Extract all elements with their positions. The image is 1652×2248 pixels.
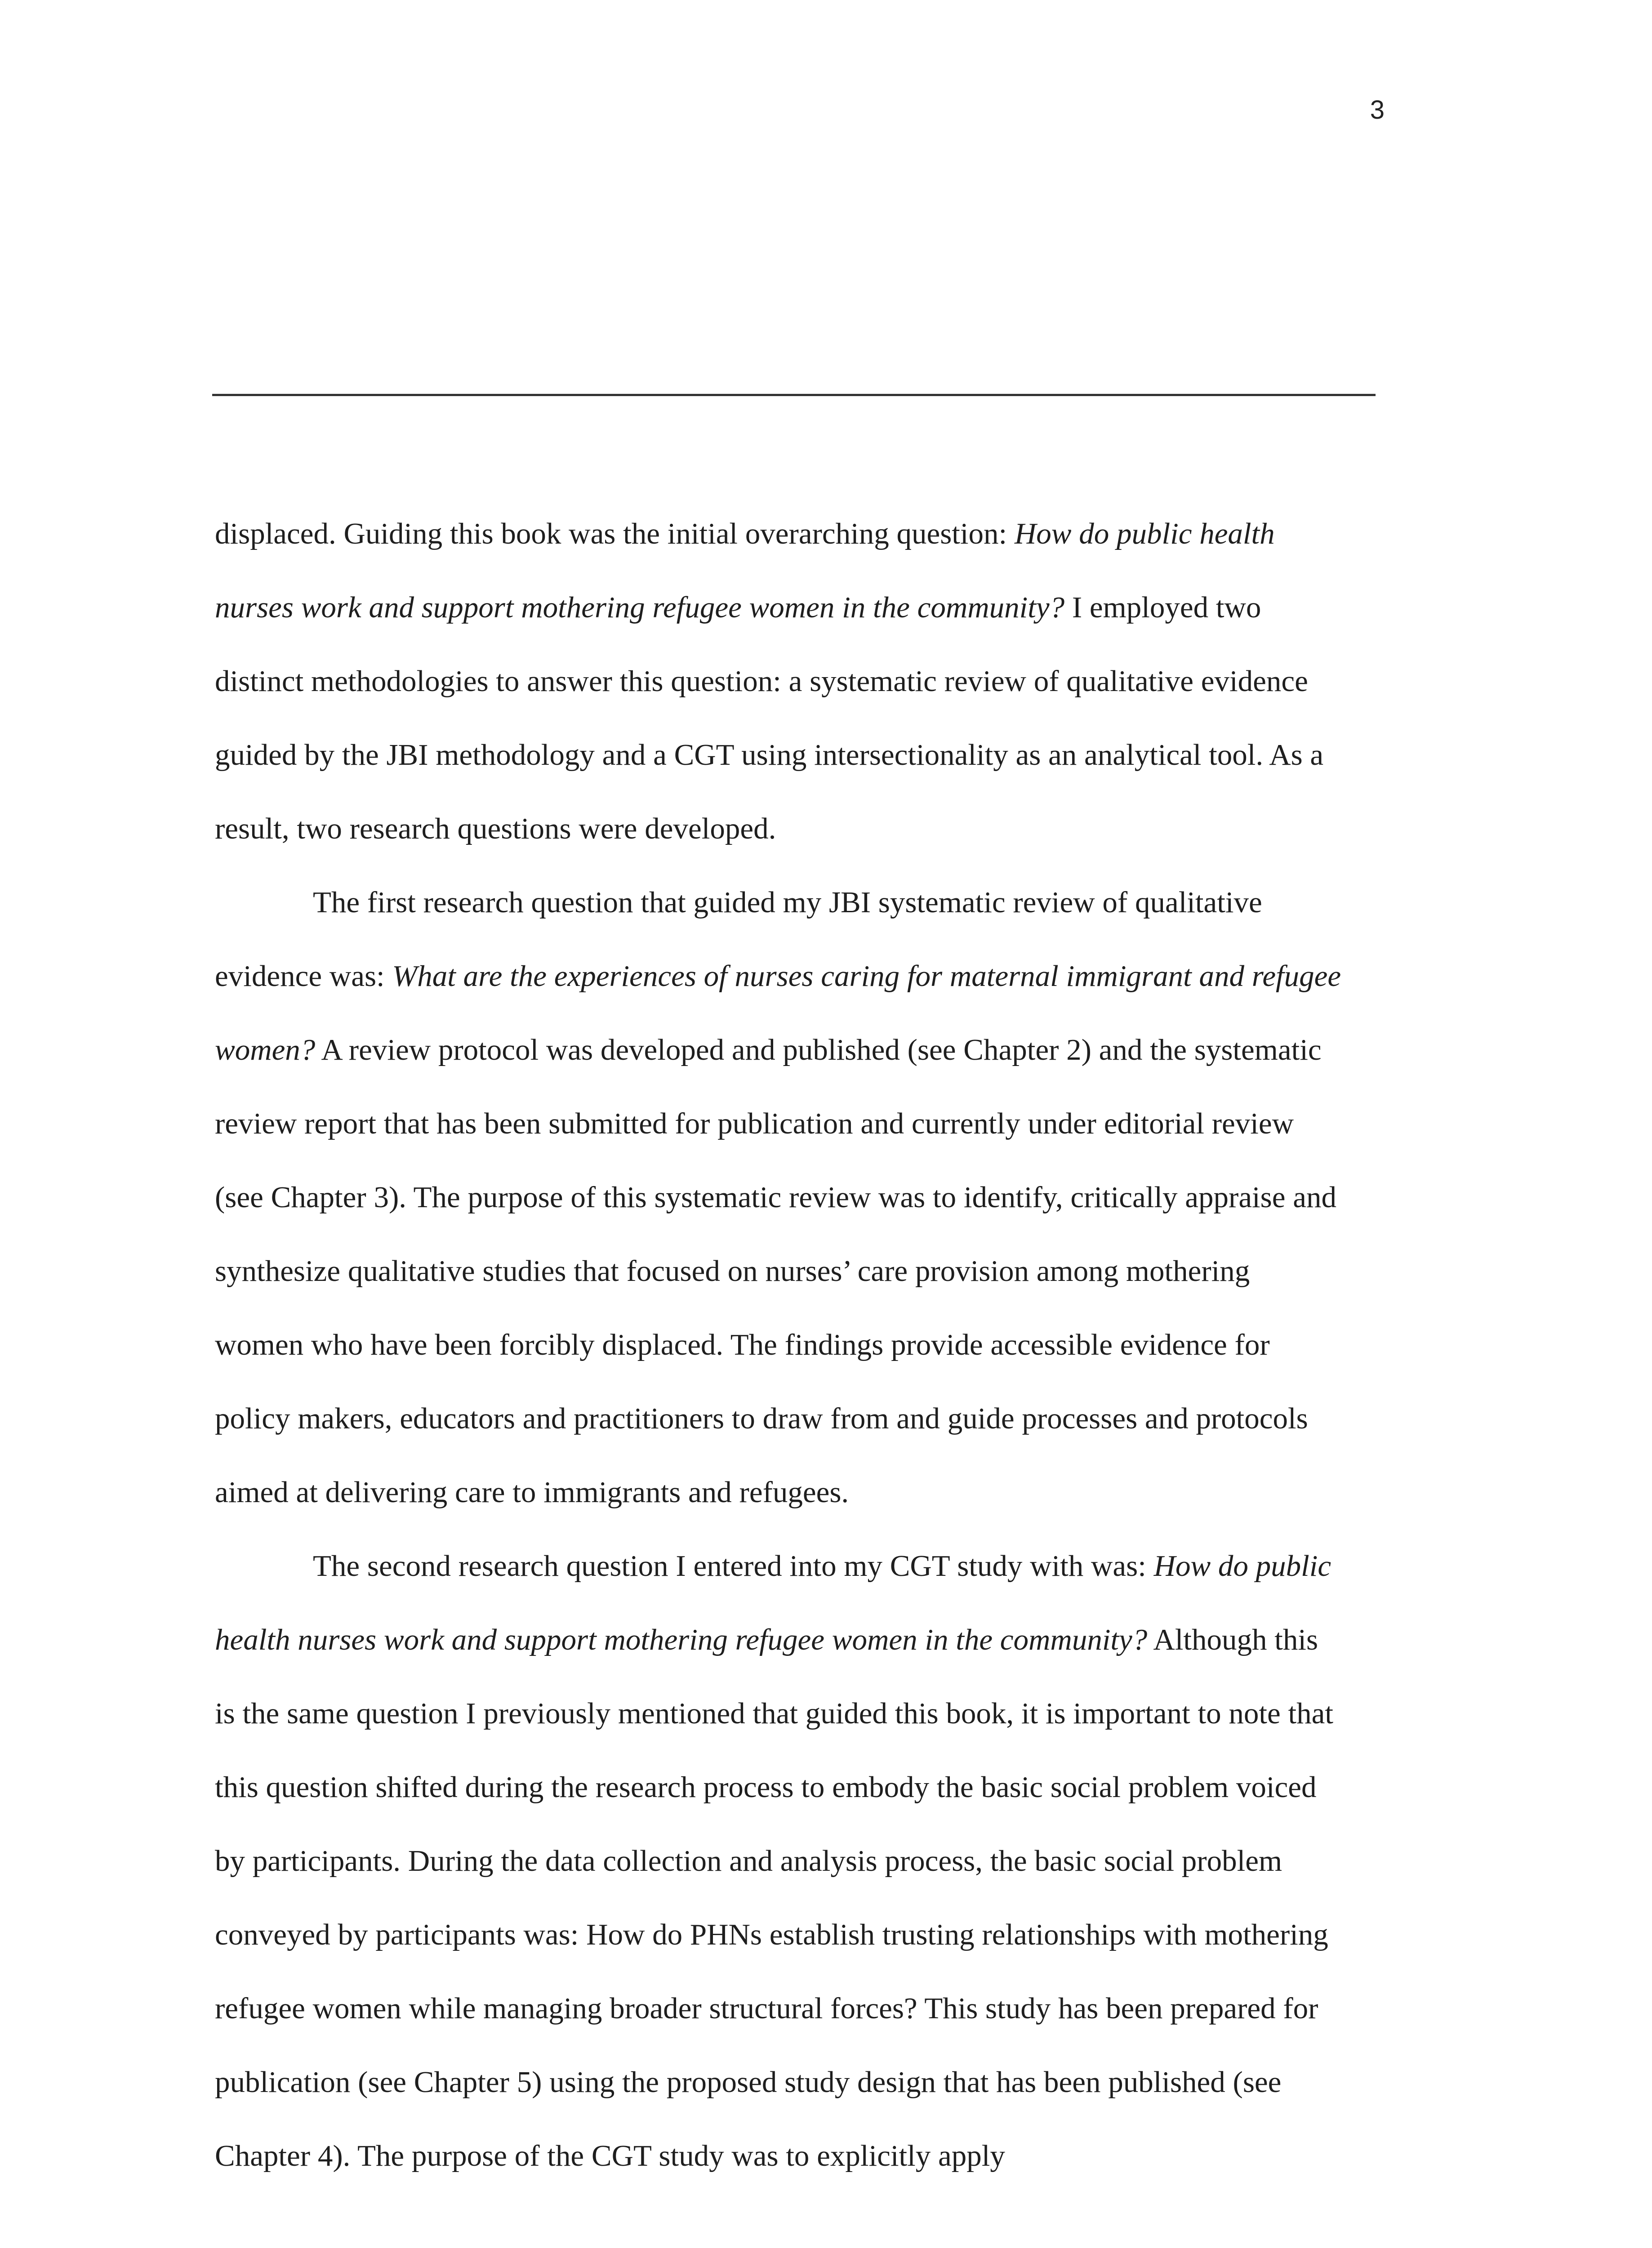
text-line [215, 865, 1429, 939]
text-run: review report that has been submitted for publication and currently under editorial review [215, 1107, 1294, 1140]
text-run: result, two research questions were developed. [215, 812, 776, 845]
text-line [215, 1382, 1429, 1455]
text-line [215, 792, 1429, 865]
text-line [215, 718, 1429, 792]
header-rule [212, 394, 1376, 396]
text-run: synthesize qualitative studies that focused on nurses’ care provision among mothering [215, 1254, 1250, 1288]
text-run: Although this [1147, 1623, 1318, 1656]
italic-text-run: nurses work and support mothering refugee women in the community? [215, 591, 1065, 624]
italic-text-run: How do public [1153, 1549, 1331, 1583]
text-run: publication (see Chapter 5) using the proposed study design that has been published (see [215, 2065, 1282, 2099]
text-run: displaced. Guiding this book was the initial overarching question: [215, 517, 1015, 550]
text-run: women who have been forcibly displaced. The findings provide accessible evidence for [215, 1328, 1270, 1361]
text-line [215, 1308, 1429, 1382]
text-run: by participants. During the data collection and analysis process, the basic social problem [215, 1844, 1282, 1878]
text-run: refugee women while managing broader structural forces? This study has been prepared for [215, 1992, 1318, 2025]
page-number: 3 [1370, 95, 1385, 125]
text-line [215, 1234, 1429, 1308]
text-line [215, 1013, 1429, 1087]
text-run: (see Chapter 3). The purpose of this systematic review was to identify, critically appraise and [215, 1181, 1336, 1214]
body-text [215, 497, 1429, 2193]
text-line [215, 497, 1429, 571]
text-line [215, 644, 1429, 718]
italic-text-run: women? [215, 1033, 316, 1066]
text-line [215, 571, 1429, 644]
text-line [215, 2119, 1429, 2193]
text-run: is the same question I previously mentioned that guided this book, it is important to note that [215, 1697, 1333, 1730]
italic-text-run: health nurses work and support mothering refugee women in the community? [215, 1623, 1148, 1656]
text-run: The second research question I entered into my CGT study with was: [313, 1549, 1154, 1583]
text-run: policy makers, educators and practitioners to draw from and guide processes and protocols [215, 1402, 1308, 1435]
text-run: The first research question that guided my JBI systematic review of qualitative [313, 886, 1262, 919]
text-line [215, 1971, 1429, 2045]
text-run: Chapter 4). The purpose of the CGT study was to explicitly apply [215, 2139, 1005, 2172]
italic-text-run: What are the experiences of nurses caring for maternal immigrant and refugee [392, 959, 1341, 993]
italic-text-run: How do public health [1014, 517, 1275, 550]
text-line [215, 1529, 1429, 1603]
text-line [215, 2045, 1429, 2119]
text-run: evidence was: [215, 959, 392, 993]
text-run: this question shifted during the research process to embody the basic social problem voiced [215, 1771, 1317, 1804]
text-line [215, 1160, 1429, 1234]
text-line [215, 939, 1429, 1013]
text-line [215, 1750, 1429, 1824]
text-line [215, 1603, 1429, 1677]
text-run: aimed at delivering care to immigrants and refugees. [215, 1476, 849, 1509]
text-run: guided by the JBI methodology and a CGT using intersectionality as an analytical tool. As a [215, 738, 1324, 772]
text-line [215, 1087, 1429, 1160]
text-line [215, 1455, 1429, 1529]
text-line [215, 1677, 1429, 1750]
text-run: distinct methodologies to answer this question: a systematic review of qualitative evidence [215, 665, 1308, 698]
text-line [215, 1824, 1429, 1898]
text-line [215, 1898, 1429, 1971]
text-run: conveyed by participants was: How do PHNs establish trusting relationships with mothering [215, 1918, 1328, 1951]
text-run: I employed two [1064, 591, 1261, 624]
text-run: A review protocol was developed and published (see Chapter 2) and the systematic [315, 1033, 1322, 1066]
